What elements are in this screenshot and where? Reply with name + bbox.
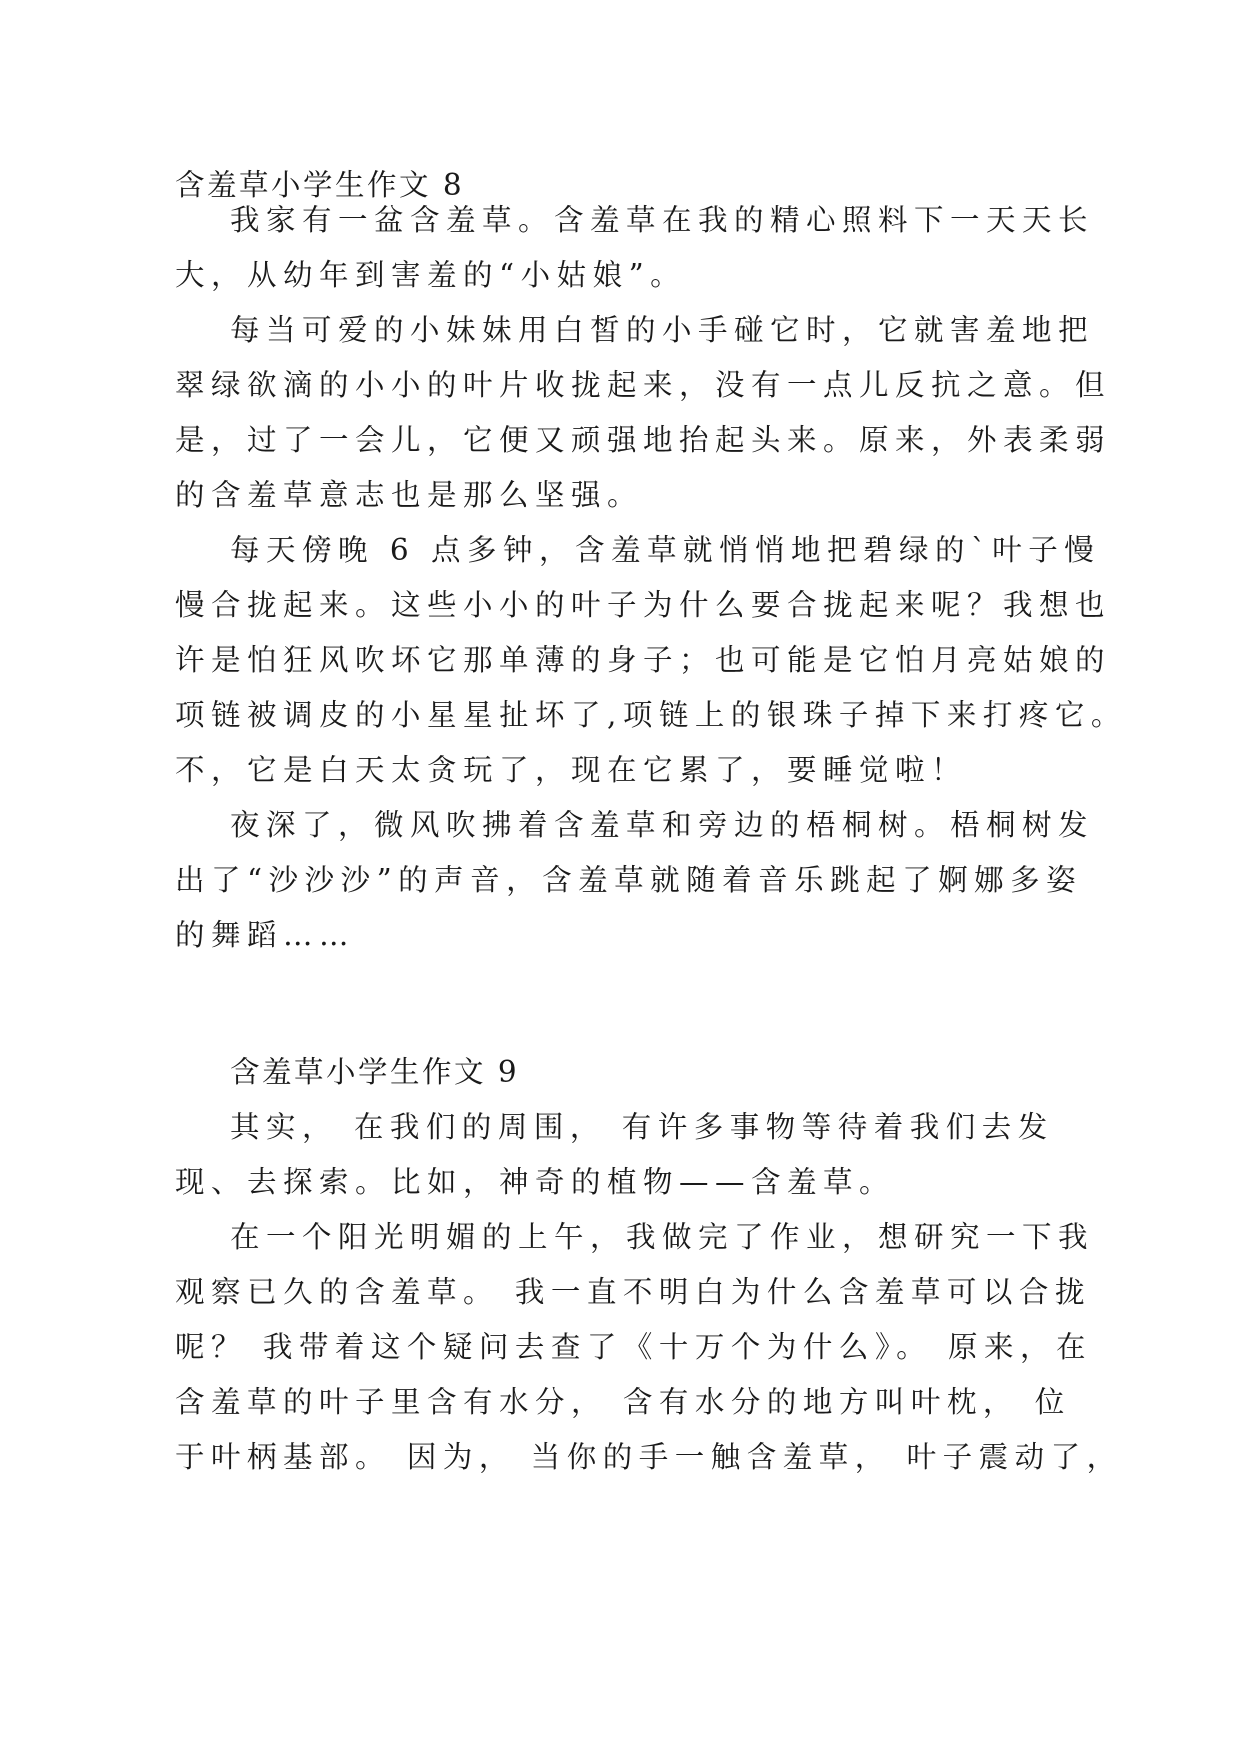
- essay-8-line-10: 项链被调皮的小星星扯坏了,项链上的银珠子掉下来打疼它。: [175, 698, 1127, 732]
- paragraph-line: [0, 355, 1241, 415]
- paragraph-line: [0, 1427, 1241, 1487]
- essay-9-line-4: 观察已久的含羞草。 我一直不明白为什么含羞草可以合拢: [175, 1275, 1091, 1309]
- essay-9-line-7: 于叶柄基部。 因为， 当你的手一触含羞草， 叶子震动了，: [175, 1440, 1123, 1474]
- essay-8-line-6: 的含羞草意志也是那么坚强。: [175, 478, 644, 512]
- essay-8-line-11: 不，它是白天太贪玩了，现在它累了，要睡觉啦！: [175, 753, 968, 787]
- paragraph-line: [0, 1207, 1241, 1267]
- essay-8-line-5: 是，过了一会儿，它便又顽强地抬起头来。原来，外表柔弱: [175, 423, 1112, 457]
- essay-8-line-2: 大，从幼年到害羞的“小姑娘”。: [175, 258, 687, 292]
- essay-9-line-6: 含羞草的叶子里含有水分， 含有水分的地方叫叶枕， 位: [175, 1385, 1071, 1419]
- paragraph-line: [0, 850, 1241, 910]
- essay-8-line-9: 许是怕狂风吹坏它那单薄的身子；也可能是它怕月亮姑娘的: [175, 643, 1112, 677]
- essay-9-line-2: 现、去探索。比如，神奇的植物——含羞草。: [175, 1165, 896, 1199]
- essay-8-line-13: 出了“沙沙沙”的声音，含羞草就随着音乐跳起了婀娜多姿: [175, 863, 1083, 897]
- paragraph-line: [0, 300, 1241, 360]
- paragraph-line: [0, 520, 1241, 580]
- paragraph-line: [0, 1097, 1241, 1157]
- essay-9-line-5: 呢？ 我带着这个疑问去查了《十万个为什么》。 原来，在: [175, 1330, 1093, 1364]
- paragraph-line: [0, 630, 1241, 690]
- paragraph-line: [0, 1317, 1241, 1377]
- essay-9-title-line: [0, 1042, 1241, 1102]
- essay-8-title: 含羞草小学生作文 8: [175, 168, 465, 202]
- paragraph-line: [0, 740, 1241, 800]
- paragraph-line: [0, 410, 1241, 470]
- essay-8-line-3: 每当可爱的小妹妹用白皙的小手碰它时，它就害羞地把: [230, 313, 1095, 347]
- essay-8-line-14: 的舞蹈……: [175, 918, 356, 952]
- paragraph-line: [0, 905, 1241, 965]
- paragraph-line: [0, 465, 1241, 525]
- paragraph-line: [0, 1372, 1241, 1432]
- paragraph-line: [0, 685, 1241, 745]
- paragraph-line: [0, 1152, 1241, 1212]
- essay-8-line-1: 我家有一盆含羞草。含羞草在我的精心照料下一天天长: [230, 203, 1095, 237]
- paragraph-line: [0, 245, 1241, 305]
- essay-8-line-8: 慢合拢起来。这些小小的叶子为什么要合拢起来呢？我想也: [175, 588, 1112, 622]
- essay-9-line-3: 在一个阳光明媚的上午，我做完了作业，想研究一下我: [230, 1220, 1095, 1254]
- essay-8-line-7: 每天傍晚 6 点多钟，含羞草就悄悄地把碧绿的`叶子慢: [230, 533, 1101, 567]
- paragraph-line: [0, 1262, 1241, 1322]
- essay-9-line-1: 其实， 在我们的周围， 有许多事物等待着我们去发: [230, 1110, 1054, 1144]
- essay-8-line-4: 翠绿欲滴的小小的叶片收拢起来，没有一点儿反抗之意。但: [175, 368, 1112, 402]
- paragraph-line: [0, 190, 1241, 250]
- essay-9-title: 含羞草小学生作文 9: [230, 1055, 520, 1089]
- paragraph-line: [0, 575, 1241, 635]
- paragraph-line: [0, 795, 1241, 855]
- essay-8-line-12: 夜深了，微风吹拂着含羞草和旁边的梧桐树。梧桐树发: [230, 808, 1095, 842]
